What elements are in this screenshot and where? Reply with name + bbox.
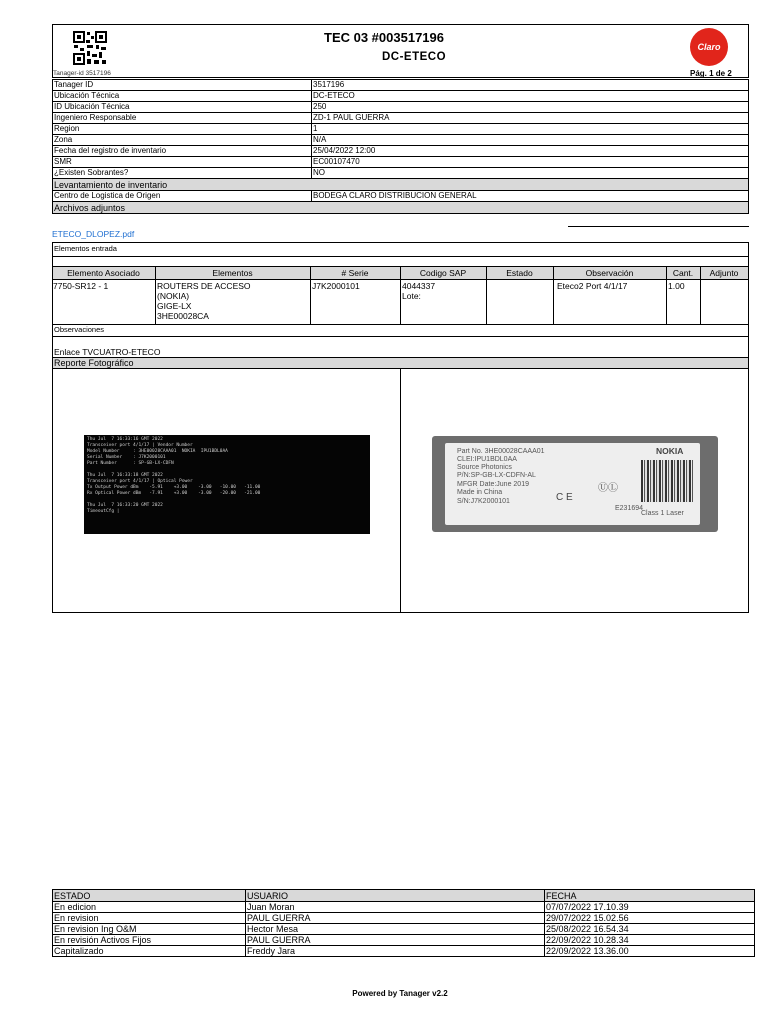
column-header: USUARIO xyxy=(246,890,545,902)
section-header-levantamiento xyxy=(53,179,749,191)
element-serial: J7K2000101 xyxy=(312,281,360,291)
info-label: Tanager ID xyxy=(53,80,312,91)
ul-mark-icon: ⓊⓁ xyxy=(598,483,618,494)
info-row xyxy=(53,168,749,179)
column-header: Adjunto xyxy=(709,268,739,278)
photo-report-header: Reporte Fotográfico xyxy=(52,357,749,369)
column-header: Observación xyxy=(585,268,634,278)
sfp-brand: NOKIA xyxy=(656,446,684,456)
element-description xyxy=(157,281,251,321)
status-cell: En revision xyxy=(53,913,246,924)
table-row xyxy=(53,902,755,913)
elements-title: Elementos entrada xyxy=(54,244,117,253)
terminal-screenshot-photo: Thu Jul 7 16:33:16 GMT 2022 Transceiver port 4/1/17 | Vendor Number Model Number : 3HE00028CAAA01 NOKIA IPU1BDL0AA Serial Number : J7K2000101 Part Number : SP-GB-LX-CDFN Thu Jul 7 16:33:18 GMT 2022 Transceiver port 4/1/17 | Optical Power Tx Output Power dBm -5.91 +3.00 -3.00 -10.00 -11.00 Rx Optical Power dBm -7.91 +3.00 -3.00 -20.00 -21.00 Thu Jul 7 16:33:20 GMT 2022 TimeoutCfg | xyxy=(84,435,370,534)
attachment-link[interactable]: ETECO_DLOPEZ.pdf xyxy=(52,229,135,239)
date-cell: 25/08/2022 16.54.34 xyxy=(545,924,755,935)
sfp-label-line: Part No. 3HE00028CAAA01 xyxy=(457,448,545,455)
element-description-line: (NOKIA) xyxy=(157,291,190,301)
sfp-cert: E231694 xyxy=(615,505,644,512)
info-label: Fecha del registro de inventario xyxy=(53,146,312,157)
date-cell: 22/09/2022 10.28.34 xyxy=(545,935,755,946)
date-cell: 29/07/2022 15.02.56 xyxy=(545,913,755,924)
page-number: Pág. 1 de 2 xyxy=(690,69,732,78)
sfp-label-line: MFGR Date:June 2019 xyxy=(457,481,529,488)
powered-by-footer: Powered by Tanager v2.2 xyxy=(352,989,448,998)
divider xyxy=(748,325,749,357)
info-value: DC-ETECO xyxy=(312,91,749,102)
user-cell: PAUL GUERRA xyxy=(246,913,545,924)
info-row xyxy=(53,124,749,135)
user-cell: Hector Mesa xyxy=(246,924,545,935)
info-row xyxy=(53,191,749,202)
info-label: Ubicación Técnica xyxy=(53,91,312,102)
info-value: 1 xyxy=(312,124,749,135)
element-quantity: 1.00 xyxy=(668,281,685,291)
datamatrix-barcode-icon xyxy=(641,460,693,502)
info-value: EC00107470 xyxy=(312,157,749,168)
info-row xyxy=(53,80,749,91)
column-header: Estado xyxy=(506,268,533,278)
claro-logo: Claro xyxy=(690,28,728,66)
info-row xyxy=(53,113,749,124)
date-cell: 22/09/2022 13.36.00 xyxy=(545,946,755,957)
tanager-id-caption: Tanager-id 3517196 xyxy=(53,70,111,77)
column-header: FECHA xyxy=(545,890,755,902)
status-cell: Capitalizado xyxy=(53,946,246,957)
info-value: BODEGA CLARO DISTRIBUCION GENERAL xyxy=(312,191,749,202)
sfp-class: Class 1 Laser xyxy=(641,510,684,517)
divider xyxy=(52,256,749,257)
info-label: Centro de Logistica de Origen xyxy=(53,191,312,202)
sap-code-value: 4044337 xyxy=(402,281,436,291)
info-value: 25/04/2022 12:00 xyxy=(312,146,749,157)
column-header: Codigo SAP xyxy=(419,268,467,278)
column-header: Elemento Asociado xyxy=(67,268,140,278)
sfp-label-line: Made in China xyxy=(457,489,503,496)
divider xyxy=(400,369,401,613)
user-cell: Freddy Jara xyxy=(246,946,545,957)
ce-mark-icon: C E xyxy=(556,492,573,503)
info-value: 250 xyxy=(312,102,749,113)
link-note: Enlace TVCUATRO-ETECO xyxy=(54,347,161,357)
section-title: Levantamiento de inventario xyxy=(53,179,749,191)
sfp-label-line: P/N:SP-GB-LX-CDFN-AL xyxy=(457,472,536,479)
info-label: Zona xyxy=(53,135,312,146)
element-sap-code xyxy=(402,281,435,301)
table-header-row xyxy=(53,890,755,902)
info-label: Region xyxy=(53,124,312,135)
observations-label: Observaciones xyxy=(54,325,105,334)
element-description-line: ROUTERS DE ACCESO xyxy=(157,281,251,291)
info-value: N/A xyxy=(312,135,749,146)
column-header: # Serie xyxy=(341,268,369,278)
info-value: NO xyxy=(312,168,749,179)
info-label: ¿Existen Sobrantes? xyxy=(53,168,312,179)
column-header: Cant. xyxy=(672,268,694,278)
element-associated: 7750-SR12 - 1 xyxy=(53,281,109,291)
info-label: Ingeniero Responsable xyxy=(53,113,312,124)
info-label: SMR xyxy=(53,157,312,168)
info-row xyxy=(53,146,749,157)
info-label: ID Ubicación Técnica xyxy=(53,102,312,113)
divider xyxy=(568,226,749,227)
document-title: TEC 03 #003517196 xyxy=(324,30,444,45)
table-row xyxy=(53,946,755,957)
sfp-label-line: S/N:J7K2000101 xyxy=(457,498,510,505)
info-row xyxy=(53,102,749,113)
user-cell: Juan Moran xyxy=(246,902,545,913)
table-row xyxy=(53,935,755,946)
user-cell: PAUL GUERRA xyxy=(246,935,545,946)
element-description-line: 3HE00028CA xyxy=(157,311,209,321)
sfp-label-line: Source Photonics xyxy=(457,464,512,471)
info-row xyxy=(53,157,749,168)
info-row xyxy=(53,91,749,102)
section-header-archivos xyxy=(53,202,749,214)
element-observation: Eteco2 Port 4/1/17 xyxy=(557,281,628,291)
inventory-info-table xyxy=(52,79,749,214)
lote-label: Lote: xyxy=(402,291,421,301)
status-history-table xyxy=(52,889,755,957)
section-title: Archivos adjuntos xyxy=(53,202,749,214)
date-cell: 07/07/2022 17.10.39 xyxy=(545,902,755,913)
sfp-label-line: CLEI:IPU1BDL0AA xyxy=(457,456,517,463)
document-subtitle: DC-ETECO xyxy=(381,51,447,63)
info-value: ZD-1 PAUL GUERRA xyxy=(312,113,749,124)
status-cell: En edicion xyxy=(53,902,246,913)
status-cell: En revisión Activos Fijos xyxy=(53,935,246,946)
divider xyxy=(52,325,53,357)
table-row xyxy=(53,913,755,924)
table-row xyxy=(53,924,755,935)
divider xyxy=(52,336,749,337)
info-value: 3517196 xyxy=(312,80,749,91)
info-row xyxy=(53,135,749,146)
element-description-line: GIGE-LX xyxy=(157,301,192,311)
status-cell: En revision Ing O&M xyxy=(53,924,246,935)
column-header: Elementos xyxy=(212,268,253,278)
column-header: ESTADO xyxy=(53,890,246,902)
